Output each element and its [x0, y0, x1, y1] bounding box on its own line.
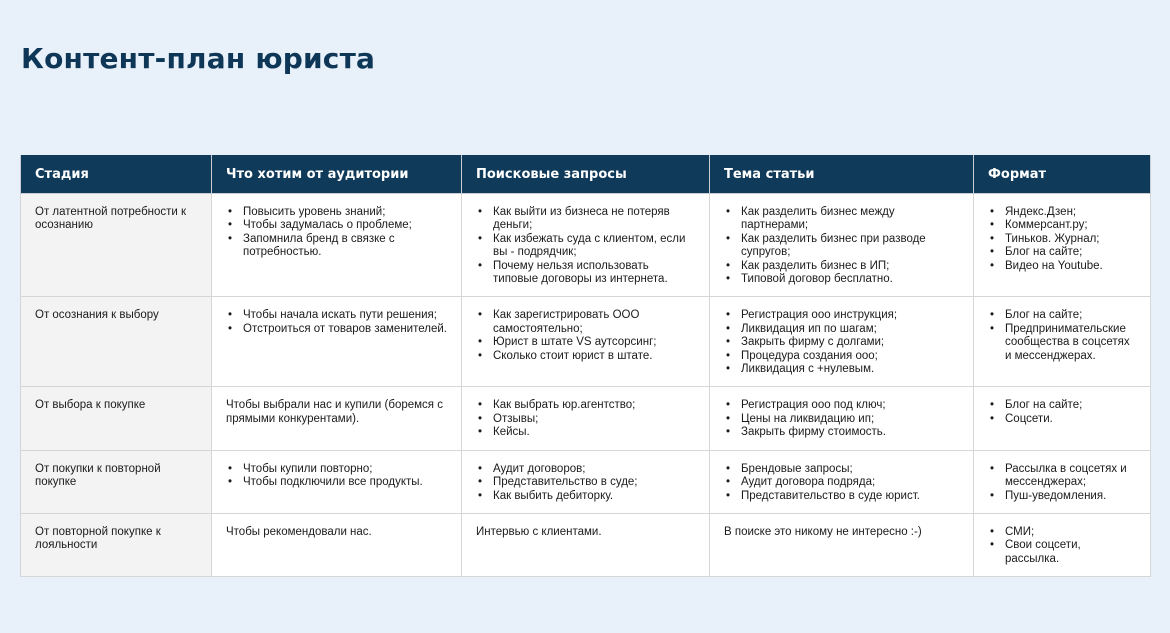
queries-list: [476, 463, 695, 503]
format-cell: [974, 387, 1151, 450]
list-item: • Аудит договора подряда;: [739, 476, 959, 489]
list-item: • Отзывы;: [491, 413, 695, 426]
stage-cell: От осознания к выбору: [21, 297, 212, 387]
goal-cell: Чтобы рекомендовали нас.: [212, 513, 462, 576]
stage-cell: От покупки к повторной покупке: [21, 450, 212, 513]
queries-list: [476, 399, 695, 439]
topics-list: [724, 399, 959, 439]
table-row: [21, 194, 1151, 297]
list-item: • Отстроиться от товаров заменителей.: [241, 323, 447, 336]
topic-cell: [710, 297, 974, 387]
format-cell: [974, 194, 1151, 297]
goal-cell: [212, 297, 462, 387]
list-item: • Закрыть фирму стоимость.: [739, 426, 959, 439]
content-plan-table: [20, 155, 1151, 577]
list-item: • Цены на ликвидацию ип;: [739, 413, 959, 426]
list-item: • Как выйти из бизнеса не потеряв деньги;: [491, 206, 695, 233]
list-item: • Чтобы подключили все продукты.: [241, 476, 447, 489]
table-row: [21, 450, 1151, 513]
list-item: • Яндекс.Дзен;: [1003, 206, 1136, 219]
topic-cell: [710, 387, 974, 450]
format-list: [988, 206, 1136, 273]
list-item: • Типовой договор бесплатно.: [739, 273, 959, 286]
list-item: • Как разделить бизнес в ИП;: [739, 260, 959, 273]
column-header-goal: Что хотим от аудитории: [212, 155, 462, 194]
list-item: • Ликвидация с +нулевым.: [739, 363, 959, 376]
list-item: • Коммерсант.ру;: [1003, 219, 1136, 232]
list-item: • Ликвидация ип по шагам;: [739, 323, 959, 336]
column-header-format: Формат: [974, 155, 1151, 194]
topic-cell: [710, 194, 974, 297]
goal-cell: [212, 450, 462, 513]
table-row: [21, 387, 1151, 450]
table-row: [21, 513, 1151, 576]
list-item: • Брендовые запросы;: [739, 463, 959, 476]
list-item: • Сколько стоит юрист в штате.: [491, 350, 695, 363]
list-item: • Как разделить бизнес между партнерами;: [739, 206, 959, 233]
list-item: • Блог на сайте;: [1003, 309, 1136, 322]
list-item: • Регистрация ооо под ключ;: [739, 399, 959, 412]
list-item: • Свои соцсети, рассылка.: [1003, 539, 1136, 566]
goal-list: [226, 309, 447, 336]
column-header-stage: Стадия: [21, 155, 212, 194]
list-item: • Юрист в штате VS аутсорсинг;: [491, 336, 695, 349]
queries-list: [476, 206, 695, 286]
list-item: • Видео на Youtube.: [1003, 260, 1136, 273]
list-item: • Чтобы купили повторно;: [241, 463, 447, 476]
stage-cell: От выбора к покупке: [21, 387, 212, 450]
goal-cell: Чтобы выбрали нас и купили (боремся с прямыми конкурентами).: [212, 387, 462, 450]
list-item: • Представительство в суде;: [491, 476, 695, 489]
list-item: • Как избежать суда с клиентом, если вы - подрядчик;: [491, 233, 695, 260]
queries-cell: [462, 194, 710, 297]
topics-list: [724, 309, 959, 376]
goal-list: [226, 206, 447, 260]
goal-cell: [212, 194, 462, 297]
queries-cell: Интервью с клиентами.: [462, 513, 710, 576]
format-list: [988, 463, 1136, 503]
list-item: • Закрыть фирму с долгами;: [739, 336, 959, 349]
format-list: [988, 399, 1136, 426]
list-item: • Регистрация ооо инструкция;: [739, 309, 959, 322]
queries-cell: [462, 387, 710, 450]
list-item: • Рассылка в соцсетях и мессенджерах;: [1003, 463, 1136, 490]
page-title: Контент-план юриста: [21, 42, 376, 75]
list-item: • Пуш-уведомления.: [1003, 490, 1136, 503]
topic-cell: В поиске это никому не интересно :-): [710, 513, 974, 576]
list-item: • Процедура создания ооо;: [739, 350, 959, 363]
list-item: • Как выбить дебиторку.: [491, 490, 695, 503]
column-header-topic: Тема статьи: [710, 155, 974, 194]
queries-cell: [462, 297, 710, 387]
list-item: • СМИ;: [1003, 526, 1136, 539]
format-cell: [974, 513, 1151, 576]
list-item: • Тиньков. Журнал;: [1003, 233, 1136, 246]
queries-list: [476, 309, 695, 363]
topics-list: [724, 206, 959, 286]
list-item: • Чтобы начала искать пути решения;: [241, 309, 447, 322]
table-header-row: [21, 155, 1151, 194]
queries-cell: [462, 450, 710, 513]
list-item: • Повысить уровень знаний;: [241, 206, 447, 219]
list-item: • Представительство в суде юрист.: [739, 490, 959, 503]
column-header-queries: Поисковые запросы: [462, 155, 710, 194]
format-list: [988, 526, 1136, 566]
list-item: • Кейсы.: [491, 426, 695, 439]
list-item: • Как зарегистрировать ООО самостоятельно;: [491, 309, 695, 336]
list-item: • Почему нельзя использовать типовые договоры из интернета.: [491, 260, 695, 287]
list-item: • Аудит договоров;: [491, 463, 695, 476]
list-item: • Запомнила бренд в связке с потребностью.: [241, 233, 447, 260]
list-item: • Соцсети.: [1003, 413, 1136, 426]
list-item: • Как разделить бизнес при разводе супругов;: [739, 233, 959, 260]
format-cell: [974, 450, 1151, 513]
list-item: • Предпринимательские сообщества в соцсетях и мессенджерах.: [1003, 323, 1136, 363]
format-cell: [974, 297, 1151, 387]
list-item: • Как выбрать юр.агентство;: [491, 399, 695, 412]
stage-cell: От повторной покупке к лояльности: [21, 513, 212, 576]
list-item: • Блог на сайте;: [1003, 399, 1136, 412]
list-item: • Блог на сайте;: [1003, 246, 1136, 259]
topic-cell: [710, 450, 974, 513]
stage-cell: От латентной потребности к осознанию: [21, 194, 212, 297]
topics-list: [724, 463, 959, 503]
format-list: [988, 309, 1136, 363]
goal-list: [226, 463, 447, 490]
list-item: • Чтобы задумалась о проблеме;: [241, 219, 447, 232]
table-row: [21, 297, 1151, 387]
